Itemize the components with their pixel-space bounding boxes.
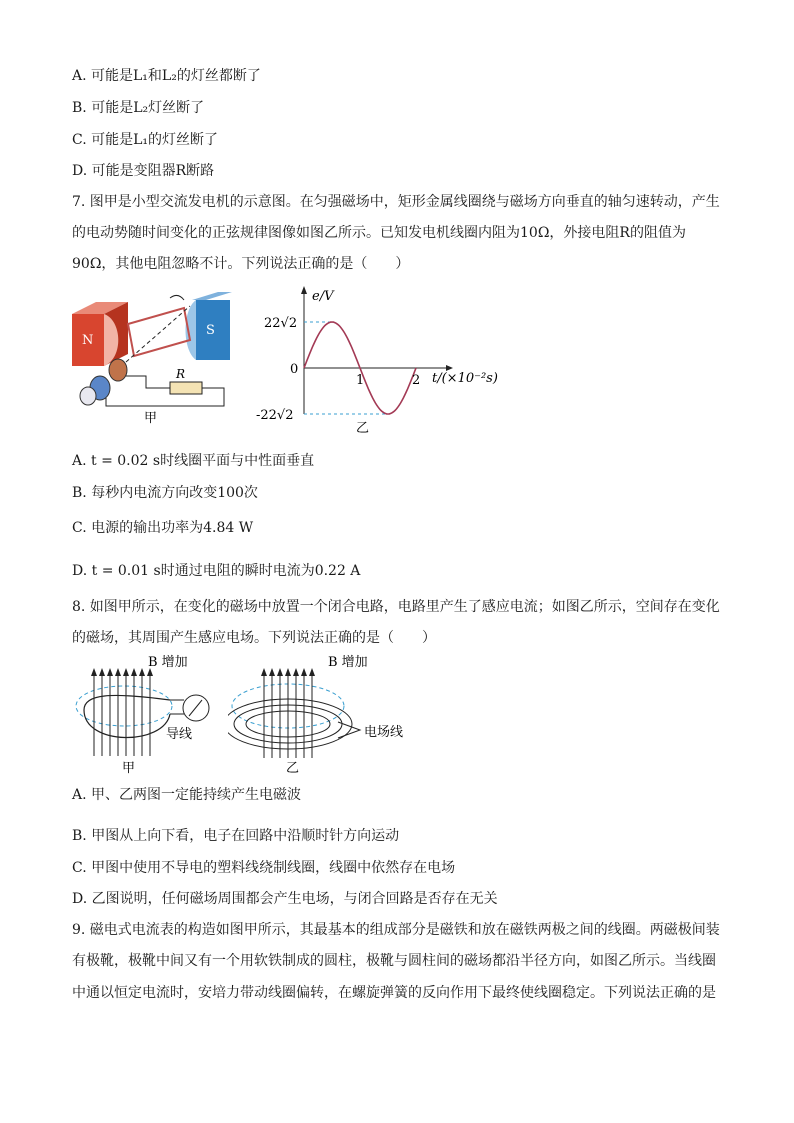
fig8a-label-b: B 增加 [148, 655, 188, 670]
coil [128, 308, 190, 356]
resistor [170, 382, 202, 394]
magnet-s-label: S [206, 323, 215, 338]
magnet-n-label: N [82, 333, 94, 348]
q7-option-a: A. t = 0.02 s时线圈平面与中性面垂直 [72, 453, 315, 469]
circuit-wire-bottom [106, 388, 224, 406]
x-tick-label: 1 [356, 373, 365, 388]
circuit-wire-top [126, 376, 170, 388]
fig8b-label-field: 电场线 [364, 725, 404, 740]
q8-option-d: D. 乙图说明，任何磁场周围都会产生电场，与闭合回路是否存在无关 [72, 891, 498, 907]
q8-stem-line1: 8. 如图甲所示，在变化的磁场中放置一个闭合电路，电路里产生了感应电流；如图乙所示，空间存在变化 [72, 599, 720, 615]
magnetic-region [76, 686, 172, 726]
fig8a-caption: 甲 [122, 761, 136, 776]
q6-option-d: D. 可能是变阻器R断路 [72, 163, 215, 179]
closed-loop [84, 695, 170, 737]
x-tick-label: 2 [412, 373, 421, 388]
q7-option-c: C. 电源的输出功率为4.84 W [72, 520, 254, 536]
fig7a-caption: 甲 [144, 411, 158, 424]
q6-option-a: A. 可能是L₁和L₂的灯丝都断了 [72, 68, 261, 84]
emf-chart [256, 284, 516, 434]
q8-option-b: B. 甲图从上向下看，电子在回路中沿顺时针方向运动 [72, 828, 400, 844]
y-tick-label: 22√2 [264, 316, 298, 331]
q8-option-a: A. 甲、乙两图一定能持续产生电磁波 [72, 787, 302, 803]
field-pointer [338, 722, 360, 738]
x-axis-label: t/(×10⁻²s) [432, 371, 498, 386]
fig8-field-diagram [228, 654, 418, 778]
fig7b-caption: 乙 [356, 421, 370, 434]
q9-stem-line1: 9. 磁电式电流表的构造如图甲所示，其最基本的组成部分是磁铁和放在磁铁两极之间的线圈。两磁极间装 [72, 922, 720, 938]
field-lines [264, 674, 312, 758]
rotation-arrow [170, 295, 184, 300]
q7-stem-line2: 的电动势随时间变化的正弦规律图像如图乙所示。已知发电机线圈内阻为10Ω，外接电阻R的阻值为 [72, 225, 686, 241]
resistor-label: R [176, 367, 186, 381]
q9-stem-line3: 中通以恒定电流时，安培力带动线圈偏转，在螺旋弹簧的反向作用下最终使线圈稳定。下列说法正确的是 [72, 985, 716, 1001]
q8-stem-line2: 的磁场，其周围产生感应电场。下列说法正确的是（ ） [72, 630, 436, 646]
y-axis-label: e/V [312, 289, 334, 304]
q9-stem-line2: 有极靴，极靴中间又有一个用软铁制成的圆柱，极靴与圆柱间的磁场都沿半径方向，如图乙所示。当线圈 [72, 953, 716, 969]
fig8b-caption: 乙 [286, 761, 300, 776]
q7-option-d: D. t = 0.01 s时通过电阻的瞬时电流为0.22 A [72, 563, 361, 579]
q7-stem-line3: 90Ω，其他电阻忽略不计。下列说法正确的是（ ） [72, 256, 410, 272]
q7-stem-line1: 7. 图甲是小型交流发电机的示意图。在匀强磁场中，矩形金属线圈绕与磁场方向垂直的轴匀速转动，产生 [72, 194, 720, 210]
x-tick-label: 0 [290, 362, 299, 377]
q6-option-b: B. 可能是L₂灯丝断了 [72, 100, 205, 116]
slip-ring-1 [109, 359, 127, 381]
q8-option-c: C. 甲图中使用不导电的塑料线绕制线圈，线圈中依然存在电场 [72, 860, 456, 876]
q7-option-b: B. 每秒内电流方向改变100次 [72, 485, 258, 501]
fig8b-label-b: B 增加 [328, 655, 368, 670]
fig8-loop-diagram [70, 654, 230, 778]
fig8a-label-wire: 导线 [166, 727, 193, 742]
q6-option-c: C. 可能是L₁的灯丝断了 [72, 132, 219, 148]
electric-field-lines [228, 699, 352, 749]
y-tick-label: -22√2 [256, 408, 294, 423]
generator-diagram [66, 284, 236, 424]
